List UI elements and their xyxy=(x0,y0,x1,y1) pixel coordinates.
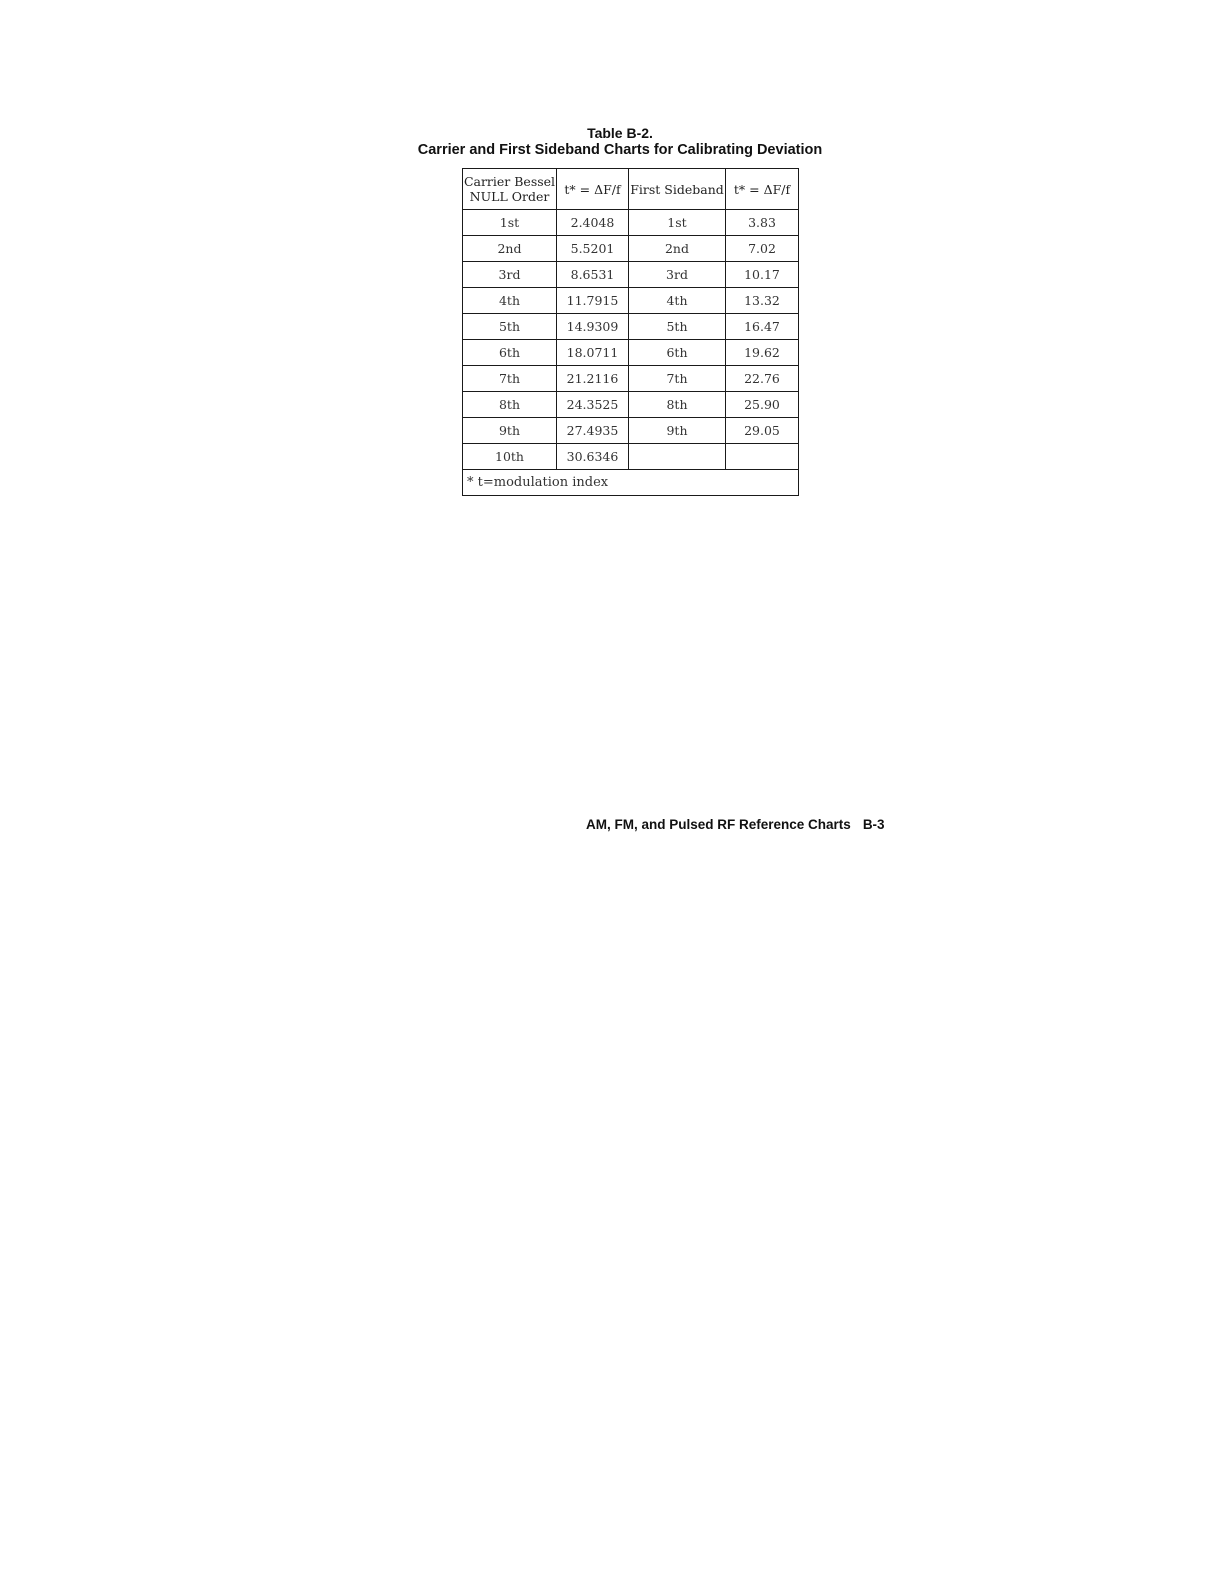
sideband-order-cell: 1st xyxy=(629,210,726,236)
page-footer xyxy=(586,817,885,832)
table-row xyxy=(463,444,799,470)
sideband-index-cell: 22.76 xyxy=(726,366,799,392)
header-carrier-modulation-index: t* = ΔF/f xyxy=(557,169,629,210)
sideband-order-cell: 5th xyxy=(629,314,726,340)
footer-section-title: AM, FM, and Pulsed RF Reference Charts xyxy=(586,817,851,832)
sideband-order-cell: 3rd xyxy=(629,262,726,288)
carrier-order-cell: 2nd xyxy=(463,236,557,262)
carrier-order-cell: 1st xyxy=(463,210,557,236)
table-row xyxy=(463,236,799,262)
carrier-index-cell: 11.7915 xyxy=(557,288,629,314)
sideband-order-cell: 7th xyxy=(629,366,726,392)
table-row xyxy=(463,340,799,366)
header-first-sideband: First Sideband xyxy=(629,169,726,210)
table-row xyxy=(463,262,799,288)
table-footnote: * t=modulation index xyxy=(463,470,799,496)
sideband-index-cell: 7.02 xyxy=(726,236,799,262)
sideband-index-cell: 25.90 xyxy=(726,392,799,418)
carrier-index-cell: 5.5201 xyxy=(557,236,629,262)
sideband-index-cell: 10.17 xyxy=(726,262,799,288)
footnote-row xyxy=(463,470,799,496)
sideband-order-cell xyxy=(629,444,726,470)
carrier-index-cell: 2.4048 xyxy=(557,210,629,236)
header-sideband-modulation-index: t* = ΔF/f xyxy=(726,169,799,210)
deviation-calibration-table xyxy=(462,168,799,496)
sideband-index-cell: 3.83 xyxy=(726,210,799,236)
carrier-index-cell: 21.2116 xyxy=(557,366,629,392)
carrier-index-cell: 18.0711 xyxy=(557,340,629,366)
sideband-index-cell: 13.32 xyxy=(726,288,799,314)
sideband-index-cell: 29.05 xyxy=(726,418,799,444)
carrier-index-cell: 30.6346 xyxy=(557,444,629,470)
table-row xyxy=(463,314,799,340)
sideband-index-cell xyxy=(726,444,799,470)
carrier-index-cell: 14.9309 xyxy=(557,314,629,340)
table-row xyxy=(463,288,799,314)
table-row xyxy=(463,392,799,418)
carrier-index-cell: 24.3525 xyxy=(557,392,629,418)
carrier-order-cell: 7th xyxy=(463,366,557,392)
carrier-order-cell: 8th xyxy=(463,392,557,418)
sideband-index-cell: 19.62 xyxy=(726,340,799,366)
carrier-order-cell: 5th xyxy=(463,314,557,340)
sideband-index-cell: 16.47 xyxy=(726,314,799,340)
carrier-order-cell: 3rd xyxy=(463,262,557,288)
sideband-order-cell: 4th xyxy=(629,288,726,314)
carrier-order-cell: 6th xyxy=(463,340,557,366)
sideband-order-cell: 9th xyxy=(629,418,726,444)
table-number: Table B-2. xyxy=(587,125,653,141)
table-row xyxy=(463,366,799,392)
sideband-order-cell: 2nd xyxy=(629,236,726,262)
table-header-row xyxy=(463,169,799,210)
carrier-index-cell: 8.6531 xyxy=(557,262,629,288)
carrier-index-cell: 27.4935 xyxy=(557,418,629,444)
carrier-order-cell: 9th xyxy=(463,418,557,444)
sideband-order-cell: 8th xyxy=(629,392,726,418)
table-row xyxy=(463,210,799,236)
table-row xyxy=(463,418,799,444)
table-title: Carrier and First Sideband Charts for Calibrating Deviation xyxy=(417,142,823,158)
page-number: B-3 xyxy=(862,817,885,832)
header-carrier-null-order: Carrier Bessel NULL Order xyxy=(463,169,557,210)
carrier-order-cell: 4th xyxy=(463,288,557,314)
carrier-order-cell: 10th xyxy=(463,444,557,470)
sideband-order-cell: 6th xyxy=(629,340,726,366)
